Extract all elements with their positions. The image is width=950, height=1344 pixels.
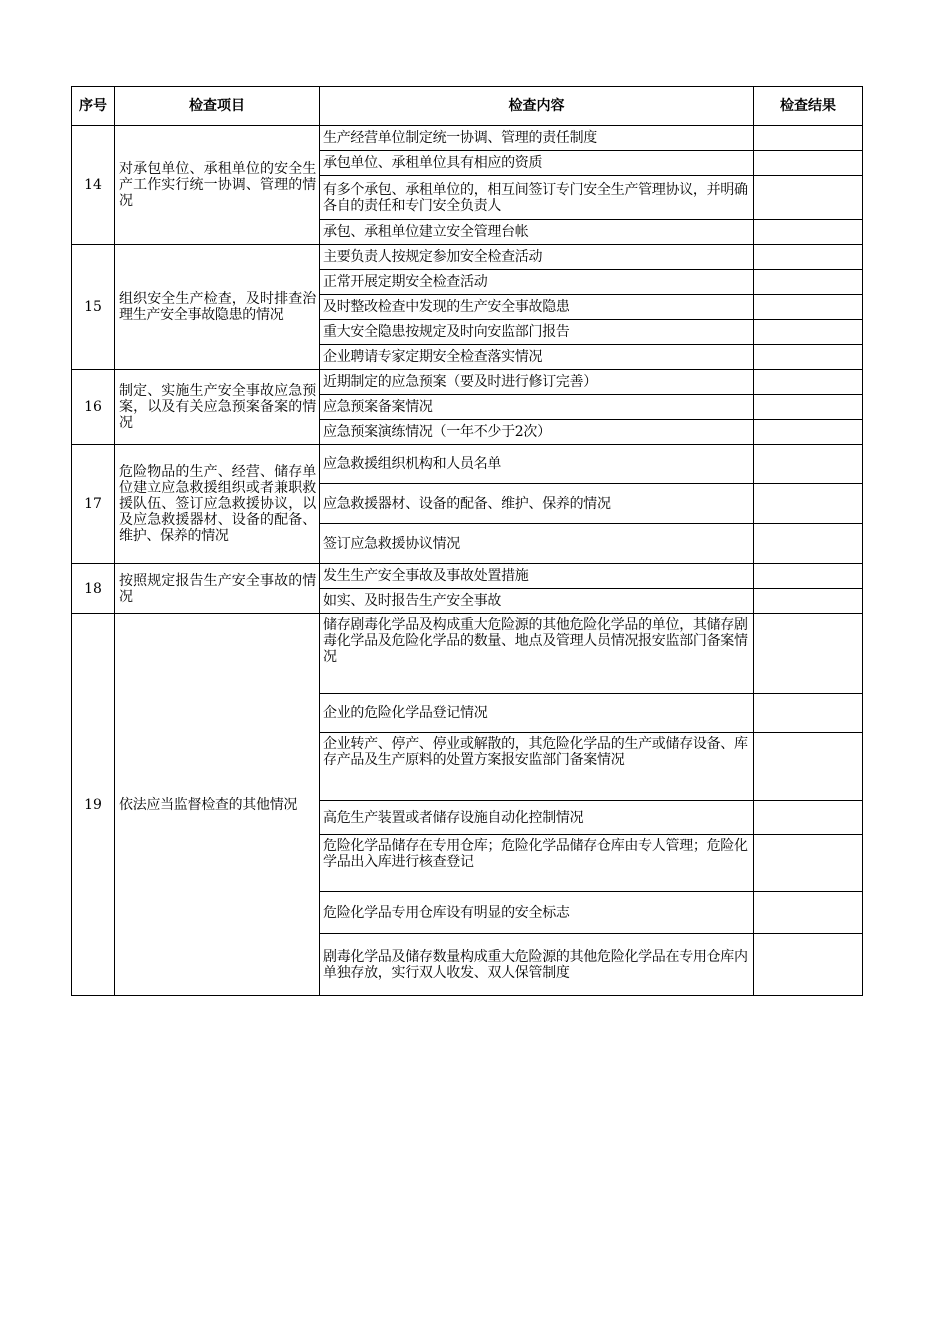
check-content: 储存剧毒化学品及构成重大危险源的其他危险化学品的单位，其储存剧毒化学品及危险化学品的数量、地点及管理人员情况报安监部门备案情况 bbox=[320, 614, 754, 694]
result-cell[interactable] bbox=[754, 345, 863, 370]
result-cell[interactable] bbox=[754, 614, 863, 694]
result-cell[interactable] bbox=[754, 320, 863, 345]
result-cell[interactable] bbox=[754, 835, 863, 892]
result-cell[interactable] bbox=[754, 445, 863, 484]
check-content: 企业转产、停产、停业或解散的，其危险化学品的生产或储存设备、库存产品及生产原料的处置方案报安监部门备案情况 bbox=[320, 733, 754, 801]
result-cell[interactable] bbox=[754, 801, 863, 835]
group-item: 依法应当监督检查的其他情况 bbox=[115, 614, 320, 996]
result-cell[interactable] bbox=[754, 589, 863, 614]
header-no: 序号 bbox=[72, 87, 115, 126]
result-cell[interactable] bbox=[754, 733, 863, 801]
result-cell[interactable] bbox=[754, 126, 863, 151]
result-cell[interactable] bbox=[754, 220, 863, 245]
result-cell[interactable] bbox=[754, 295, 863, 320]
group-item: 危险物品的生产、经营、储存单位建立应急救援组织或者兼职救援队伍、签订应急救援协议，以及应急救援器材、设备的配备、维护、保养的情况 bbox=[115, 445, 320, 564]
table-row bbox=[72, 614, 863, 694]
header-result: 检查结果 bbox=[754, 87, 863, 126]
inspection-table bbox=[71, 86, 863, 996]
check-content: 如实、及时报告生产安全事故 bbox=[320, 589, 754, 614]
check-content: 企业聘请专家定期安全检查落实情况 bbox=[320, 345, 754, 370]
result-cell[interactable] bbox=[754, 176, 863, 220]
group-item: 按照规定报告生产安全事故的情况 bbox=[115, 564, 320, 614]
check-content: 应急救援器材、设备的配备、维护、保养的情况 bbox=[320, 484, 754, 524]
group-no: 17 bbox=[72, 445, 115, 564]
check-content: 有多个承包、承租单位的，相互间签订专门安全生产管理协议，并明确各自的责任和专门安全负责人 bbox=[320, 176, 754, 220]
check-content: 发生生产安全事故及事故处置措施 bbox=[320, 564, 754, 589]
result-cell[interactable] bbox=[754, 370, 863, 395]
result-cell[interactable] bbox=[754, 564, 863, 589]
table-row bbox=[72, 564, 863, 589]
group-item: 组织安全生产检查，及时排查治理生产安全事故隐患的情况 bbox=[115, 245, 320, 370]
result-cell[interactable] bbox=[754, 395, 863, 420]
group-item: 制定、实施生产安全事故应急预案，以及有关应急预案备案的情况 bbox=[115, 370, 320, 445]
table-row bbox=[72, 370, 863, 395]
result-cell[interactable] bbox=[754, 151, 863, 176]
header-content: 检查内容 bbox=[320, 87, 754, 126]
check-content: 签订应急救援协议情况 bbox=[320, 524, 754, 564]
check-content: 主要负责人按规定参加安全检查活动 bbox=[320, 245, 754, 270]
check-content: 应急预案备案情况 bbox=[320, 395, 754, 420]
group-no: 16 bbox=[72, 370, 115, 445]
result-cell[interactable] bbox=[754, 484, 863, 524]
table-row bbox=[72, 126, 863, 151]
check-content: 近期制定的应急预案（要及时进行修订完善） bbox=[320, 370, 754, 395]
check-content: 剧毒化学品及储存数量构成重大危险源的其他危险化学品在专用仓库内单独存放，实行双人收发、双人保管制度 bbox=[320, 934, 754, 996]
table-row bbox=[72, 245, 863, 270]
result-cell[interactable] bbox=[754, 934, 863, 996]
check-content: 承包、承租单位建立安全管理台帐 bbox=[320, 220, 754, 245]
check-content: 应急救援组织机构和人员名单 bbox=[320, 445, 754, 484]
header-item: 检查项目 bbox=[115, 87, 320, 126]
check-content: 危险化学品专用仓库设有明显的安全标志 bbox=[320, 892, 754, 934]
check-content: 应急预案演练情况（一年不少于2次） bbox=[320, 420, 754, 445]
check-content: 承包单位、承租单位具有相应的资质 bbox=[320, 151, 754, 176]
check-content: 企业的危险化学品登记情况 bbox=[320, 694, 754, 733]
group-no: 19 bbox=[72, 614, 115, 996]
check-content: 正常开展定期安全检查活动 bbox=[320, 270, 754, 295]
result-cell[interactable] bbox=[754, 270, 863, 295]
header-row bbox=[72, 87, 863, 126]
group-no: 15 bbox=[72, 245, 115, 370]
result-cell[interactable] bbox=[754, 420, 863, 445]
result-cell[interactable] bbox=[754, 524, 863, 564]
table-row bbox=[72, 445, 863, 484]
check-content: 生产经营单位制定统一协调、管理的责任制度 bbox=[320, 126, 754, 151]
check-content: 重大安全隐患按规定及时向安监部门报告 bbox=[320, 320, 754, 345]
group-no: 18 bbox=[72, 564, 115, 614]
check-content: 及时整改检查中发现的生产安全事故隐患 bbox=[320, 295, 754, 320]
group-item: 对承包单位、承租单位的安全生产工作实行统一协调、管理的情况 bbox=[115, 126, 320, 245]
check-content: 危险化学品储存在专用仓库；危险化学品储存仓库由专人管理；危险化学品出入库进行核查登记 bbox=[320, 835, 754, 892]
group-no: 14 bbox=[72, 126, 115, 245]
check-content: 高危生产装置或者储存设施自动化控制情况 bbox=[320, 801, 754, 835]
result-cell[interactable] bbox=[754, 694, 863, 733]
result-cell[interactable] bbox=[754, 892, 863, 934]
result-cell[interactable] bbox=[754, 245, 863, 270]
